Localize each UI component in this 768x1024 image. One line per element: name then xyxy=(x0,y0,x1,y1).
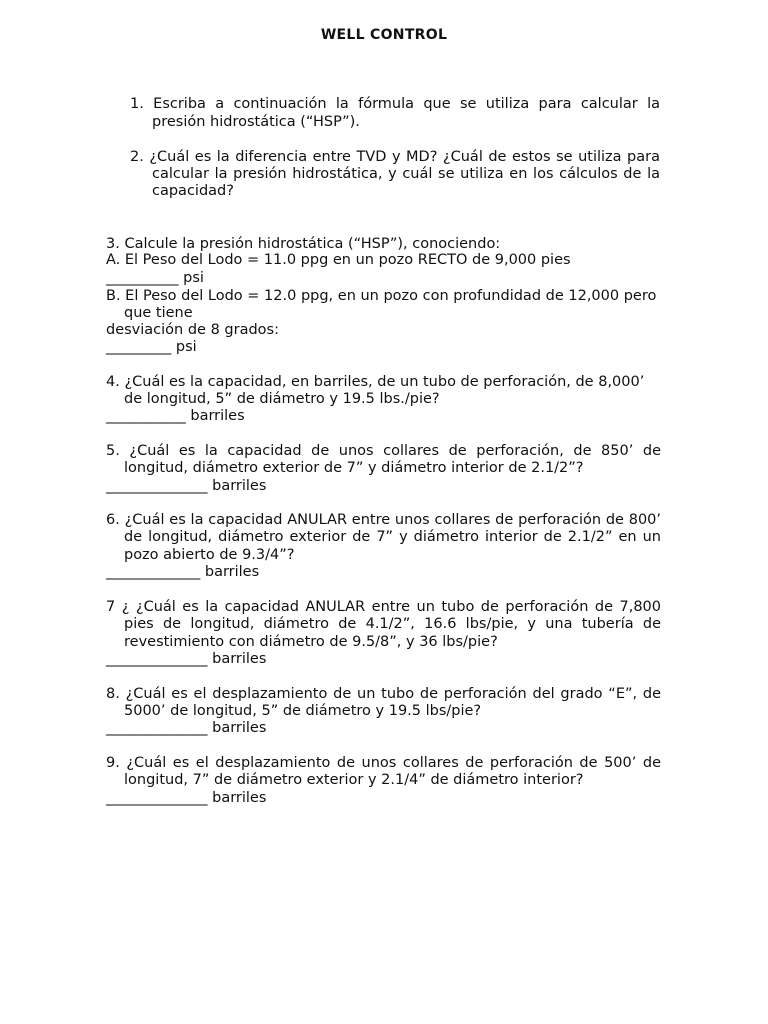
question-6-line-3: pozo abierto de 9.3/4”? xyxy=(124,547,295,563)
question-3a-answer-blank: __________ psi xyxy=(106,270,204,286)
question-9-line-1: 9. ¿Cuál es el desplazamiento de unos collares de perforación de 500’ de xyxy=(106,755,661,771)
question-5-line-2: longitud, diámetro exterior de 7” y diámetro interior de 2.1/2”? xyxy=(124,460,584,476)
question-2-line-3: capacidad? xyxy=(152,183,234,199)
question-6-line-1: 6. ¿Cuál es la capacidad ANULAR entre unos collares de perforación de 800’ xyxy=(106,512,661,528)
question-5-line-1: 5. ¿Cuál es la capacidad de unos collares de perforación, de 850’ de xyxy=(106,443,661,459)
question-7-line-2: pies de longitud, diámetro de 4.1/2”, 16.6 lbs/pie, y una tubería de xyxy=(124,616,661,632)
question-1-line-2: presión hidrostática (“HSP”). xyxy=(152,114,360,130)
question-6-answer-blank: _____________ barriles xyxy=(106,564,260,580)
question-1-line-1: 1. Escriba a continuación la fórmula que se utiliza para calcular la xyxy=(130,96,660,112)
question-7-answer-blank: ______________ barriles xyxy=(106,651,267,667)
question-4-answer-blank: ___________ barriles xyxy=(106,408,245,424)
question-3-line-1: 3. Calcule la presión hidrostática (“HSP”), conociendo: xyxy=(106,236,501,252)
question-4-line-2: de longitud, 5” de diámetro y 19.5 lbs./pie? xyxy=(124,391,440,407)
question-9-line-2: longitud, 7” de diámetro exterior y 2.1/4” de diámetro interior? xyxy=(124,772,584,788)
question-2-line-2: calcular la presión hidrostática, y cuál se utiliza en los cálculos de la xyxy=(152,166,660,182)
question-3b-text: B. El Peso del Lodo = 12.0 ppg, en un pozo con profundidad de 12,000 pero xyxy=(106,288,657,304)
question-7-line-3: revestimiento con diámetro de 9.5/8”, y 36 lbs/pie? xyxy=(124,634,498,650)
page-title: WELL CONTROL xyxy=(320,27,448,43)
question-3b-text-cont-2: desviación de 8 grados: xyxy=(106,322,279,338)
question-3b-answer-blank: _________ psi xyxy=(106,339,197,355)
question-8-line-2: 5000’ de longitud, 5” de diámetro y 19.5 lbs/pie? xyxy=(124,703,482,719)
question-2-line-1: 2. ¿Cuál es la diferencia entre TVD y MD? ¿Cuál de estos se utiliza para xyxy=(130,149,660,165)
question-4-line-1: 4. ¿Cuál es la capacidad, en barriles, de un tubo de perforación, de 8,000’ xyxy=(106,374,645,390)
question-8-line-1: 8. ¿Cuál es el desplazamiento de un tubo de perforación del grado “E”, de xyxy=(106,686,661,702)
question-3a-text: A. El Peso del Lodo = 11.0 ppg en un pozo RECTO de 9,000 pies xyxy=(106,252,571,268)
question-5-answer-blank: ______________ barriles xyxy=(106,478,267,494)
question-9-answer-blank: ______________ barriles xyxy=(106,790,267,806)
question-8-answer-blank: ______________ barriles xyxy=(106,720,267,736)
question-3b-text-cont: que tiene xyxy=(124,305,193,321)
question-7-line-1: 7 ¿ ¿Cuál es la capacidad ANULAR entre un tubo de perforación de 7,800 xyxy=(106,599,661,615)
question-6-line-2: de longitud, diámetro exterior de 7” y diámetro interior de 2.1/2” en un xyxy=(124,529,661,545)
